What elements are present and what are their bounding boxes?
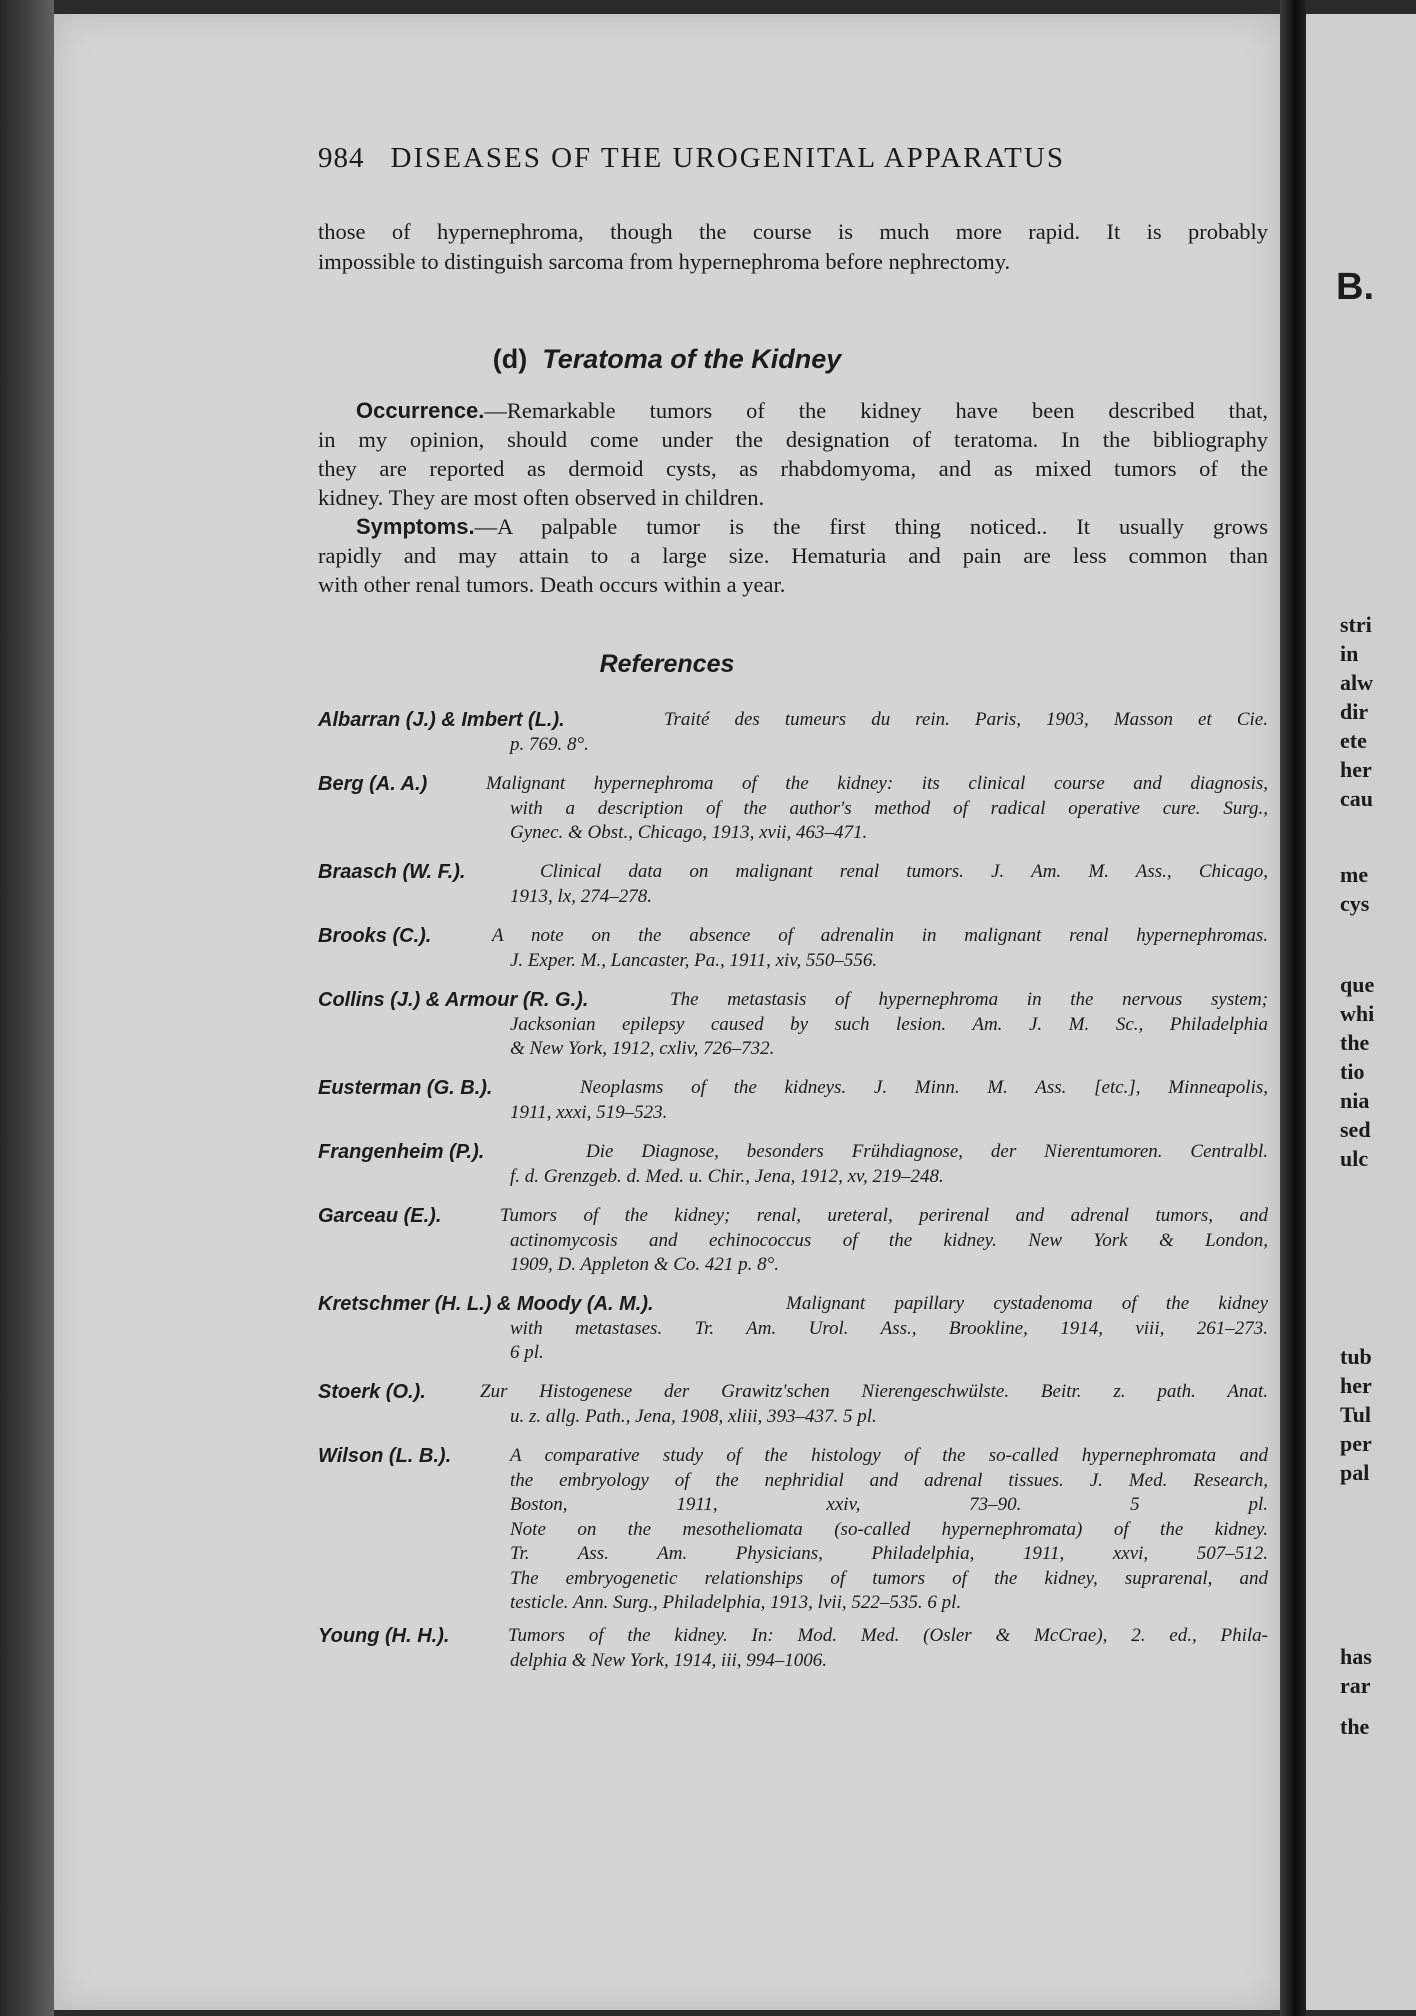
reference-entry [318, 1140, 1268, 1189]
reference-line: with metastases. Tr. Am. Urol. Ass., Brookline, 1914, viii, 261–273. [510, 1317, 1268, 1339]
right-page-fragment: tub [1340, 1344, 1372, 1369]
reference-entry [318, 988, 1268, 1062]
reference-entry [318, 1076, 1268, 1125]
reference-line: Clinical data on malignant renal tumors. J. Am. M. Ass., Chicago, [540, 861, 1268, 882]
reference-line: Die Diagnose, besonders Frühdiagnose, der Nierentumoren. Centralbl. [586, 1141, 1268, 1162]
right-page-heading-fragment: B. [1336, 266, 1374, 308]
text-line: rapidly and may attain to a large size. Hematuria and pain are less common than [318, 543, 1268, 568]
reference-line: Tumors of the kidney. In: Mod. Med. (Osler & McCrae), 2. ed., Phila- [508, 1625, 1268, 1646]
reference-entry [318, 1204, 1268, 1278]
reference-line: Note on the mesotheliomata (so-called hypernephromata) of the kidney. [510, 1518, 1268, 1540]
reference-line: Boston, 1911, xxiv, 73–90. 5 pl. [510, 1494, 1268, 1515]
left-page [54, 14, 1280, 2010]
text-line: they are reported as dermoid cysts, as rhabdomyoma, and as mixed tumors of the [318, 456, 1268, 481]
reference-line: & New York, 1912, cxliv, 726–732. [510, 1038, 775, 1059]
reference-line: J. Exper. M., Lancaster, Pa., 1911, xiv, 550–556. [510, 949, 878, 971]
reference-entry [318, 772, 1268, 846]
reference-line: Malignant papillary cystadenoma of the kidney [786, 1293, 1268, 1314]
reference-line: Tumors of the kidney; renal, ureteral, perirenal and adrenal tumors, and [500, 1205, 1268, 1226]
reference-line: Zur Histogenese der Grawitz'schen Nierengeschwülste. Beitr. z. path. Anat. [480, 1381, 1268, 1402]
reference-author: Kretschmer (H. L.) & Moody (A. M.). [318, 1293, 654, 1315]
reference-line: Neoplasms of the kidneys. J. Minn. M. Ass. [etc.], Minneapolis, [580, 1077, 1268, 1098]
page-gutter [1280, 0, 1306, 2016]
reference-entry [318, 924, 1268, 973]
right-page-fragment: the [1340, 1030, 1370, 1055]
reference-line: f. d. Grenzgeb. d. Med. u. Chir., Jena, 1912, xv, 219–248. [510, 1165, 944, 1187]
reference-line: testicle. Ann. Surg., Philadelphia, 1913, lvii, 522–535. 6 pl. [510, 1592, 962, 1613]
reference-line: 1913, lx, 274–278. [510, 885, 652, 907]
right-page-fragment: her [1340, 1373, 1372, 1398]
text-line: impossible to distinguish sarcoma from hypernephroma before nephrectomy. [318, 249, 1011, 274]
reference-entry [318, 860, 1268, 909]
reference-line: 1911, xxxi, 519–523. [510, 1101, 668, 1123]
reference-author: Frangenheim (P.). [318, 1141, 485, 1163]
right-page-fragment: Tul [1340, 1402, 1372, 1427]
reference-line: Traité des tumeurs du rein. Paris, 1903, Masson et Cie. [664, 709, 1268, 730]
reference-author: Albarran (J.) & Imbert (L.). [318, 709, 565, 731]
text-line: in my opinion, should come under the designation of teratoma. In the bibliography [318, 427, 1268, 452]
reference-line: Malignant hypernephroma of the kidney: its clinical course and diagnosis, [486, 773, 1268, 794]
reference-line: delphia & New York, 1914, iii, 994–1006. [510, 1649, 828, 1671]
reference-entry [318, 1624, 1268, 1673]
right-page-fragment: nia [1340, 1088, 1370, 1113]
right-page-fragment: cau [1340, 786, 1373, 811]
right-page-fragment: stri [1340, 612, 1372, 637]
right-page-fragment: ete [1340, 728, 1367, 753]
reference-entry [318, 1444, 1268, 1616]
reference-author: Garceau (E.). [318, 1205, 442, 1227]
reference-line: actinomycosis and echinococcus of the kidney. New York & London, [510, 1229, 1268, 1251]
right-page-fragment: has [1340, 1644, 1372, 1669]
section-label: (d) [492, 344, 528, 374]
reference-entry [318, 1380, 1268, 1429]
reference-line: A note on the absence of adrenalin in malignant renal hypernephromas. [492, 925, 1268, 946]
right-page-fragment: the [1340, 1714, 1370, 1739]
reference-line: The embryogenetic relationships of tumors of the kidney, suprarenal, and [510, 1567, 1268, 1589]
right-page-edge [1306, 14, 1416, 2010]
reference-line: Gynec. & Obst., Chicago, 1913, xvii, 463–471. [510, 822, 868, 843]
references-heading: References [599, 650, 735, 678]
reference-author: Braasch (W. F.). [318, 861, 466, 883]
section-title: Teratoma of the Kidney [542, 344, 842, 374]
reference-entry [318, 708, 1268, 757]
text-line [356, 398, 1268, 424]
reference-line: A comparative study of the histology of the so-called hypernephromata and [510, 1445, 1268, 1466]
right-page-fragment: per [1340, 1431, 1372, 1456]
right-page-fragment: alw [1340, 670, 1373, 695]
reference-line: with a description of the author's method of radical operative cure. Surg., [510, 797, 1268, 819]
book-binding [0, 0, 54, 2016]
reference-line: Tr. Ass. Am. Physicians, Philadelphia, 1911, xxvi, 507–512. [510, 1543, 1268, 1564]
run-in-heading: Symptoms. [356, 514, 475, 539]
text-fragment: —A palpable tumor is the first thing noticed.. It usually grows [474, 514, 1268, 539]
reference-line: The metastasis of hypernephroma in the nervous system; [670, 989, 1268, 1010]
reference-author: Wilson (L. B.). [318, 1445, 452, 1467]
reference-entry [318, 1292, 1268, 1366]
text-line: with other renal tumors. Death occurs within a year. [318, 572, 786, 597]
reference-author: Stoerk (O.). [318, 1381, 426, 1403]
right-page-fragment: que [1340, 972, 1375, 997]
right-page-fragment: me [1340, 862, 1369, 887]
reference-line: p. 769. 8°. [510, 733, 589, 755]
right-page-fragment: sed [1340, 1117, 1371, 1142]
right-page-fragment: ulc [1340, 1146, 1369, 1171]
page-number: 984 [318, 142, 365, 174]
reference-author: Berg (A. A.) [318, 773, 428, 795]
reference-line: Jacksonian epilepsy caused by such lesion. Am. J. M. Sc., Philadelphia [510, 1013, 1268, 1035]
reference-line: 1909, D. Appleton & Co. 421 p. 8°. [510, 1254, 780, 1275]
section-heading [54, 344, 1280, 375]
reference-line: 6 pl. [510, 1342, 544, 1363]
running-title: DISEASES OF THE UROGENITAL APPARATUS [390, 142, 1065, 174]
text-fragment: —Remarkable tumors of the kidney have been described that, [484, 398, 1268, 423]
page-header [318, 142, 1065, 175]
reference-author: Collins (J.) & Armour (R. G.). [318, 989, 589, 1011]
text-line: kidney. They are most often observed in children. [318, 485, 765, 510]
right-page-fragment: pal [1340, 1460, 1370, 1485]
right-page-fragment: tio [1340, 1059, 1365, 1084]
reference-line: u. z. allg. Path., Jena, 1908, xliii, 393–437. 5 pl. [510, 1405, 877, 1427]
right-page-fragment: dir [1340, 699, 1369, 724]
right-page-fragment: in [1340, 641, 1359, 666]
right-page-fragment: rar [1340, 1673, 1371, 1698]
right-page-fragment: her [1340, 757, 1372, 782]
reference-author: Eusterman (G. B.). [318, 1077, 493, 1099]
right-page-fragment: whi [1340, 1001, 1375, 1026]
right-page-fragment: cys [1340, 891, 1370, 916]
text-line [356, 514, 1268, 540]
reference-author: Brooks (C.). [318, 925, 432, 947]
reference-line: the embryology of the nephridial and adrenal tissues. J. Med. Research, [510, 1469, 1268, 1491]
reference-author: Young (H. H.). [318, 1625, 450, 1647]
text-line: those of hypernephroma, though the course is much more rapid. It is probably [318, 219, 1268, 244]
run-in-heading: Occurrence. [356, 398, 485, 423]
